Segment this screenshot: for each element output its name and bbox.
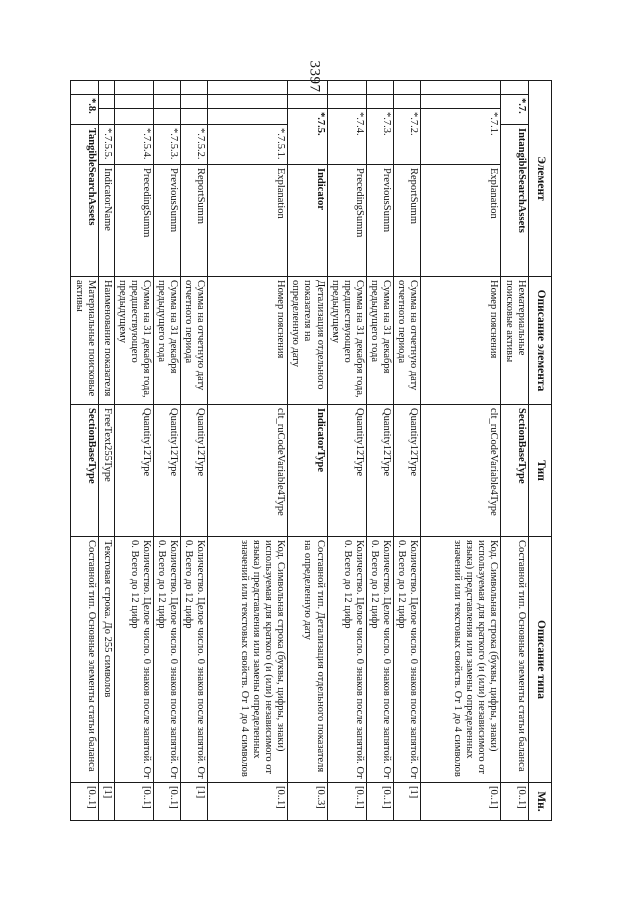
- element-type: IndicatorType: [288, 405, 327, 537]
- table-row: [327, 81, 366, 821]
- element-description: Сумма на 31 декабря года, предшествующего предыдущему: [327, 277, 366, 405]
- header-element: Элемент: [529, 81, 552, 277]
- element-name: PreviousSumm: [154, 165, 181, 277]
- element-description: Сумма на отчетную дату отчетного периода: [393, 277, 420, 405]
- type-description: Количество. Целое число. 0 знаков после запятой. От 0. Всего до 12 цифр: [366, 537, 393, 783]
- element-code: *.7.2.: [393, 109, 420, 165]
- table-row: [208, 81, 288, 821]
- indent-cell: [181, 95, 208, 109]
- element-type: Quantity12Type: [154, 405, 181, 537]
- element-description: Сумма на 31 декабря предыдущего года: [366, 277, 393, 405]
- indent-cell: [98, 81, 114, 95]
- multiplicity: [0..1]: [366, 783, 393, 821]
- element-type: clt_ruCodeVariable4Type: [208, 405, 288, 537]
- element-name: ReportSumm: [181, 165, 208, 277]
- type-description: Составной тип. Основные элементы статьи баланса: [501, 537, 529, 783]
- table-row: [501, 81, 529, 821]
- indent-cell: [366, 81, 393, 95]
- table-header-row: [529, 81, 552, 821]
- header-type: Тип: [529, 405, 552, 537]
- indent-cell: [327, 81, 366, 95]
- table-row: [70, 81, 98, 821]
- type-description: Количество. Целое число. 0 знаков после запятой. От 0. Всего до 12 цифр: [327, 537, 366, 783]
- indent-cell: [154, 95, 181, 109]
- element-name: ReportSumm: [393, 165, 420, 277]
- element-type: Quantity12Type: [393, 405, 420, 537]
- indent-cell: [208, 109, 288, 125]
- element-name: PrecedingSumm: [327, 165, 366, 277]
- element-name: TangibleSearchAssets: [70, 125, 98, 277]
- element-name: IndicatorName: [98, 165, 114, 277]
- indent-cell: [181, 81, 208, 95]
- indent-cell: [366, 95, 393, 109]
- multiplicity: [0..3]: [288, 783, 327, 821]
- element-type: Quantity12Type: [181, 405, 208, 537]
- element-description: Материальные поисковые активы: [70, 277, 98, 405]
- multiplicity: [0..1]: [70, 783, 98, 821]
- element-code: *.7.5.1.: [208, 125, 288, 165]
- element-name: IntangibleSearchAssets: [501, 125, 529, 277]
- element-type: Quantity12Type: [327, 405, 366, 537]
- indent-cell: [501, 81, 529, 95]
- element-type: clt_ruCodeVariable4Type: [421, 405, 501, 537]
- type-description: Составной тип. Основные элементы статьи баланса: [70, 537, 98, 783]
- table-row: [114, 81, 153, 821]
- multiplicity: [0..1]: [154, 783, 181, 821]
- indent-cell: [393, 81, 420, 95]
- type-description: Составной тип. Детализация отдельного показателя на определенную дату: [288, 537, 327, 783]
- multiplicity: [0..1]: [501, 783, 529, 821]
- element-name: PreviousSumm: [366, 165, 393, 277]
- indent-cell: [421, 95, 501, 109]
- indent-cell: [208, 81, 288, 95]
- multiplicity: [0..1]: [114, 783, 153, 821]
- multiplicity: [1]: [393, 783, 420, 821]
- element-code: *.7.: [501, 95, 529, 125]
- element-description: Номер пояснения: [208, 277, 288, 405]
- multiplicity: [0..1]: [327, 783, 366, 821]
- table-row: [98, 81, 114, 821]
- element-description: Сумма на 31 декабря предыдущего года: [154, 277, 181, 405]
- type-description: Код. Символьная строка (буквы, цифры, знаки) используемая для краткого (и (или) независимого от языка) представления или замены определенных значений или текстовых свойств. От 1 до 4 символов: [421, 537, 501, 783]
- indent-cell: [288, 81, 327, 95]
- element-code: *.7.4.: [327, 109, 366, 165]
- element-type: SectionBaseType: [70, 405, 98, 537]
- indent-cell: [421, 81, 501, 95]
- element-description: Сумма на отчетную дату отчетного периода: [181, 277, 208, 405]
- indent-cell: [98, 95, 114, 109]
- element-code: *.8.: [70, 95, 98, 125]
- element-description: Детализация отдельного показателя на определенную дату: [288, 277, 327, 405]
- indent-cell: [114, 109, 153, 125]
- element-name: Explanation: [208, 165, 288, 277]
- type-description: Текстовая строка. До 255 символов: [98, 537, 114, 783]
- element-type: SectionBaseType: [501, 405, 529, 537]
- page-number: 3397: [306, 60, 323, 93]
- element-code: *.7.5.: [288, 109, 327, 165]
- indent-cell: [114, 95, 153, 109]
- element-description: Номер пояснения: [421, 277, 501, 405]
- element-code: *.7.5.5.: [98, 125, 114, 165]
- specification-table-sheet: [73, 80, 552, 820]
- element-type: Quantity12Type: [114, 405, 153, 537]
- element-code: *.7.5.4.: [114, 125, 153, 165]
- indent-cell: [98, 109, 114, 125]
- element-type: Quantity12Type: [366, 405, 393, 537]
- specification-table: [70, 80, 552, 821]
- indent-cell: [181, 109, 208, 125]
- type-description: Количество. Целое число. 0 знаков после запятой. От 0. Всего до 12 цифр: [154, 537, 181, 783]
- table-row: [366, 81, 393, 821]
- element-code: *.7.5.3.: [154, 125, 181, 165]
- element-name: Explanation: [421, 165, 501, 277]
- table-row: [393, 81, 420, 821]
- element-description: Наименование показателя: [98, 277, 114, 405]
- type-description: Код. Символьная строка (буквы, цифры, знаки) используемая для краткого (и (или) независимого от языка) представления или замены определенных значений или текстовых свойств. От 1 до 4 символов: [208, 537, 288, 783]
- type-description: Количество. Целое число. 0 знаков после запятой. От 0. Всего до 12 цифр: [181, 537, 208, 783]
- element-code: *.7.1.: [421, 109, 501, 165]
- element-name: PrecedingSumm: [114, 165, 153, 277]
- element-code: *.7.3.: [366, 109, 393, 165]
- element-name: Indicator: [288, 165, 327, 277]
- indent-cell: [327, 95, 366, 109]
- multiplicity: [0..1]: [421, 783, 501, 821]
- multiplicity: [1]: [181, 783, 208, 821]
- header-type-desc: Описание типа: [529, 537, 552, 783]
- table-row: [421, 81, 501, 821]
- multiplicity: [1]: [98, 783, 114, 821]
- header-element-desc: Описание элемента: [529, 277, 552, 405]
- indent-cell: [393, 95, 420, 109]
- indent-cell: [114, 81, 153, 95]
- type-description: Количество. Целое число. 0 знаков после запятой. От 0. Всего до 12 цифр: [114, 537, 153, 783]
- indent-cell: [208, 95, 288, 109]
- indent-cell: [154, 81, 181, 95]
- multiplicity: [0..1]: [208, 783, 288, 821]
- table-row: [154, 81, 181, 821]
- header-mult: Мн.: [529, 783, 552, 821]
- element-type: FreeText255Type: [98, 405, 114, 537]
- indent-cell: [154, 109, 181, 125]
- element-code: *.7.5.2.: [181, 125, 208, 165]
- element-description: Нематериальные поисковые активы: [501, 277, 529, 405]
- table-row: [181, 81, 208, 821]
- type-description: Количество. Целое число. 0 знаков после запятой. От 0. Всего до 12 цифр: [393, 537, 420, 783]
- element-description: Сумма на 31 декабря года, предшествующего предыдущему: [114, 277, 153, 405]
- table-row: [288, 81, 327, 821]
- indent-cell: [288, 95, 327, 109]
- indent-cell: [70, 81, 98, 95]
